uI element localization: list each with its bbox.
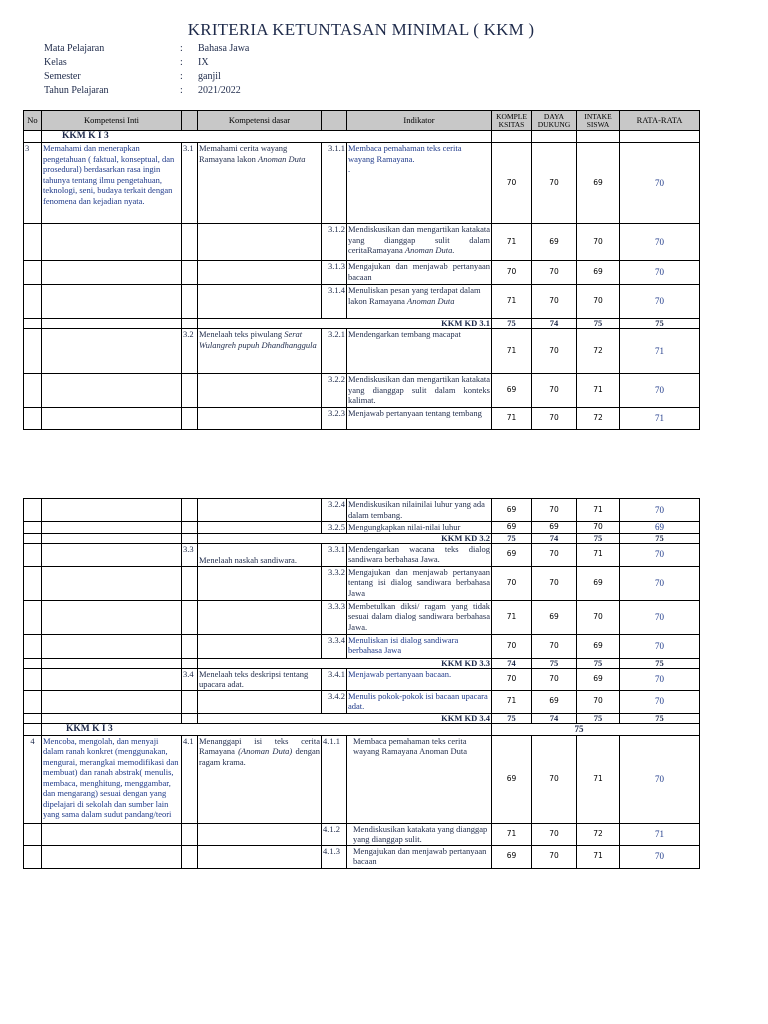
indicator-text: Mendiskusikan nilainilai luhur yang ada dalam tembang.: [347, 499, 492, 522]
kkm-table-part-1: [23, 110, 700, 430]
section-label: KKM K I 3: [42, 723, 492, 735]
intake-value: 69: [577, 143, 620, 224]
ki-number: 4: [24, 735, 42, 823]
meta-label: Mata Pelajaran: [44, 43, 105, 54]
indicator-code: 3.2.3: [322, 408, 347, 430]
table-row: [24, 499, 700, 522]
kkm-rata-rata: 75: [620, 713, 700, 723]
rata-rata-value: 70: [620, 374, 700, 408]
kd-text-part: Menelaah teks piwulang: [199, 329, 285, 339]
kompleksitas-value: 71: [492, 329, 532, 374]
daya-dukung-value: 69: [532, 690, 577, 713]
daya-dukung-value: 69: [532, 522, 577, 534]
rata-rata-value: 70: [620, 285, 700, 319]
daya-dukung-value: 70: [532, 408, 577, 430]
indicator-text: Mengajukan dan menjawab pertanyaan bacaan: [347, 261, 492, 285]
indicator-code: 3.3.2: [322, 566, 347, 600]
meta-separator: :: [180, 71, 183, 82]
kompleksitas-value: 69: [492, 735, 532, 823]
kkm-kd-label: KKM KD 3.3: [198, 658, 492, 668]
header-no: No: [24, 111, 42, 131]
intake-value: 70: [577, 285, 620, 319]
indicator-text: Mengajukan dan menjawab pertanyaan tentang isi dialog sandiwara berbahasa Jawa: [347, 566, 492, 600]
meta-row-class: [44, 57, 209, 68]
section-label: KKM K I 3: [42, 131, 492, 143]
daya-dukung-value: 70: [532, 329, 577, 374]
kompleksitas-value: 70: [492, 634, 532, 658]
kkm-daya-dukung: 74: [532, 713, 577, 723]
rata-rata-value: 70: [620, 735, 700, 823]
header-daya-dukung: DAYA DUKUNG: [532, 111, 577, 131]
kkm-kompleksitas: 75: [492, 533, 532, 543]
indicator-text-part: Membaca pemahaman teks cerita wayang Ramayana.: [348, 143, 462, 164]
kompleksitas-value: 71: [492, 600, 532, 634]
rata-rata-value: 70: [620, 845, 700, 868]
indicator-text: Mengungkapkan nilai-nilai luhur: [347, 522, 492, 534]
indicator-code: 3.2.1: [322, 329, 347, 374]
indicator-text: Mendiskusikan katakata yang dianggap yang dianggap sulit.: [347, 823, 492, 845]
rata-rata-value: 71: [620, 329, 700, 374]
rata-rata-value: 71: [620, 408, 700, 430]
rata-rata-value: 70: [620, 499, 700, 522]
intake-value: 70: [577, 522, 620, 534]
kompleksitas-value: 71: [492, 285, 532, 319]
rata-rata-value: 70: [620, 600, 700, 634]
meta-row-subject: [44, 43, 249, 54]
kkm-daya-dukung: 75: [532, 658, 577, 668]
table-row: [24, 543, 700, 566]
table-row: [24, 735, 700, 823]
daya-dukung-value: 70: [532, 261, 577, 285]
indicator-text: Menjawab pertanyaan bacaan.: [347, 668, 492, 690]
indicator-text: Mengajukan dan menjawab pertanyaan bacaan: [347, 845, 492, 868]
indicator-code: 3.1.2: [322, 224, 347, 261]
meta-row-year: [44, 85, 241, 96]
daya-dukung-value: 70: [532, 634, 577, 658]
kompleksitas-value: 69: [492, 499, 532, 522]
kkm-intake: 75: [577, 533, 620, 543]
indicator-text: [347, 143, 492, 224]
kompleksitas-value: 71: [492, 224, 532, 261]
kkm-rata-rata: 75: [620, 533, 700, 543]
rata-rata-value: 70: [620, 566, 700, 600]
meta-row-semester: [44, 71, 221, 82]
kkm-kd-row: [24, 319, 700, 329]
meta-label: Tahun Pelajaran: [44, 85, 109, 96]
meta-separator: :: [180, 85, 183, 96]
daya-dukung-value: 70: [532, 823, 577, 845]
rata-rata-value: 70: [620, 690, 700, 713]
kd-code: 3.1: [182, 143, 198, 224]
meta-value: Bahasa Jawa: [198, 43, 250, 54]
indicator-text: Menulis pokok-pokok isi bacaan upacara adat.: [347, 690, 492, 713]
kd-text-part: dengan ragam krama.: [199, 746, 321, 767]
table-row: [24, 600, 700, 634]
meta-label: Kelas: [44, 57, 67, 68]
daya-dukung-value: 70: [532, 566, 577, 600]
indicator-text: Menjawab pertanyaan tentang tembang: [347, 408, 492, 430]
table-row: [24, 261, 700, 285]
indicator-code: 3.3.1: [322, 543, 347, 566]
kkm-intake: 75: [577, 658, 620, 668]
daya-dukung-value: 70: [532, 285, 577, 319]
meta-separator: :: [180, 57, 183, 68]
kkm-daya-dukung: 74: [532, 533, 577, 543]
kompleksitas-value: 70: [492, 668, 532, 690]
indicator-text: Membaca pemahaman teks cerita wayang Ramayana Anoman Duta: [347, 735, 492, 823]
intake-value: 71: [577, 735, 620, 823]
rata-rata-value: 70: [620, 668, 700, 690]
kkm-intake: 75: [577, 713, 620, 723]
rata-rata-value: 70: [620, 143, 700, 224]
intake-value: 71: [577, 374, 620, 408]
indicator-code: 4.1.1: [322, 735, 347, 823]
kompleksitas-value: 71: [492, 690, 532, 713]
header-kompetensi-dasar: Kompetensi dasar: [198, 111, 322, 131]
intake-value: 70: [577, 690, 620, 713]
kompleksitas-value: 69: [492, 543, 532, 566]
indicator-text: Mendengarkan wacana teks dialog sandiwara berbahasa Jawa.: [348, 543, 490, 564]
intake-value: 71: [577, 499, 620, 522]
intake-value: 71: [577, 845, 620, 868]
kd-code: 3.4: [182, 668, 198, 690]
indicator-code: 4.1.2: [322, 823, 347, 845]
meta-value: IX: [198, 57, 209, 68]
table-header-row: [24, 111, 700, 131]
header-intake-siswa: INTAKE SISWA: [577, 111, 620, 131]
intake-value: 69: [577, 668, 620, 690]
kkm-kompleksitas: 75: [492, 713, 532, 723]
kompleksitas-value: 69: [492, 845, 532, 868]
table-row: [24, 285, 700, 319]
indicator-text: [347, 285, 492, 319]
kd-text: Menelaah naskah sandiwara.: [198, 543, 322, 566]
intake-value: 69: [577, 261, 620, 285]
kkm-daya-dukung: 74: [532, 319, 577, 329]
table-row: [24, 634, 700, 658]
kkm-rata-rata: 75: [620, 319, 700, 329]
ki-text: Mencoba, mengolah, dan menyaji dalam ranah konkret (menggunakan, mengurai, merangkai memodifikasi dan membuat) dan ranah abstrak( menulis, membaca, menghitung, menggambar, dan mengarang) sesuai dengan yang dipelajari di sekolah dan sumber lain yang sama dalam sudut pandang/teori: [42, 735, 182, 823]
table-row: [24, 329, 700, 374]
kkm-kd-label: KKM KD 3.2: [198, 533, 492, 543]
table-row: [24, 224, 700, 261]
rata-rata-value: 70: [620, 634, 700, 658]
header-indikator: Indikator: [347, 111, 492, 131]
indicator-text-part: Mendiskusikan dan mengartikan katakata yang dianggap sulit dalam ceritaRamayana: [348, 224, 490, 255]
table-row: [24, 823, 700, 845]
daya-dukung-value: 70: [532, 845, 577, 868]
indicator-code: 4.1.3: [322, 845, 347, 868]
kkm-kd-label: KKM KD 3.4: [198, 713, 492, 723]
ki-text: Memahami dan menerapkan pengetahuan ( faktual, konseptual, dan prosedural) berdasarkan rasa ingin tahunya tentang ilmu pengetahuan, teknologi, seni, budaya terkait dengan fenomena dan kejadian nyata.: [42, 143, 182, 224]
header-kd-code: [182, 111, 198, 131]
document-title: KRITERIA KETUNTASAN MINIMAL ( KKM ): [187, 20, 535, 39]
daya-dukung-value: 70: [532, 374, 577, 408]
indicator-text: Mendiskusikan dan mengartikan katakata yang dianggap sulit dalam konteks kalimat.: [347, 374, 492, 408]
section-row-ki3: [24, 131, 700, 143]
kkm-rata-rata: 75: [620, 658, 700, 668]
table-row: [24, 690, 700, 713]
table-row: [24, 143, 700, 224]
daya-dukung-value: 69: [532, 600, 577, 634]
kd-code: 3.2: [182, 329, 198, 374]
kd-text: Menelaah teks deskripsi tentang upacara adat.: [198, 668, 322, 690]
indicator-code: 3.1.3: [322, 261, 347, 285]
intake-value: 72: [577, 408, 620, 430]
kompleksitas-value: 69: [492, 374, 532, 408]
indicator-text: Mendengarkan tembang macapat: [347, 329, 492, 374]
indicator-text-italic: Anoman Duta.: [404, 245, 455, 255]
intake-value: 72: [577, 823, 620, 845]
indicator-code: 3.2.2: [322, 374, 347, 408]
intake-value: 69: [577, 634, 620, 658]
indicator-text-part: .: [348, 164, 351, 174]
indicator-code: 3.2.4: [322, 499, 347, 522]
meta-value: 2021/2022: [198, 85, 241, 96]
rata-rata-value: 69: [620, 522, 700, 534]
indicator-code: 3.4.2: [322, 690, 347, 713]
rata-rata-value: 70: [620, 261, 700, 285]
table-row: [24, 668, 700, 690]
kompleksitas-value: 71: [492, 823, 532, 845]
kd-text: [198, 735, 322, 823]
kd-text: [198, 329, 322, 374]
kkm-kompleksitas: 74: [492, 658, 532, 668]
daya-dukung-value: 70: [532, 499, 577, 522]
indicator-text: [347, 224, 492, 261]
header-kompleksitas: KOMPLE KSITAS: [492, 111, 532, 131]
table-row: [24, 374, 700, 408]
indicator-code: 3.1.1: [322, 143, 347, 224]
rata-rata-value: 70: [620, 224, 700, 261]
daya-dukung-value: 70: [532, 543, 577, 566]
intake-value: 72: [577, 329, 620, 374]
kompleksitas-value: 69: [492, 522, 532, 534]
section-average: 75: [492, 723, 700, 735]
rata-rata-value: 70: [620, 543, 700, 566]
kkm-kd-row: [24, 533, 700, 543]
meta-value: ganjil: [198, 71, 221, 82]
header-kompetensi-inti: Kompetensi Inti: [42, 111, 182, 131]
header-rata-rata: RATA-RATA: [620, 111, 700, 131]
kompleksitas-value: 70: [492, 261, 532, 285]
indicator-code: 3.4.1: [322, 668, 347, 690]
table-row: [24, 845, 700, 868]
kd-code: 4.1: [182, 735, 198, 823]
kd-text-italic: (Anoman Duta): [238, 746, 293, 756]
meta-separator: :: [180, 43, 183, 54]
kompleksitas-value: 70: [492, 143, 532, 224]
kompleksitas-value: 70: [492, 566, 532, 600]
daya-dukung-value: 70: [532, 668, 577, 690]
kd-text-part: Menanggapi isi teks cerita Ramayana: [199, 735, 320, 756]
indicator-code: 3.1.4: [322, 285, 347, 319]
kkm-kompleksitas: 75: [492, 319, 532, 329]
kd-text-italic: Anoman Duta: [258, 153, 306, 164]
kompleksitas-value: 71: [492, 408, 532, 430]
indicator-text: Membetulkan diksi/ ragam yang tidak sesuai dalam dialog sandiwara berbahasa Jawa.: [347, 600, 492, 634]
kd-text-italic: Serat Wulangreh pupuh Dhandhanggula: [199, 329, 317, 350]
rata-rata-value: 71: [620, 823, 700, 845]
kd-code: 3.3: [182, 543, 198, 566]
kkm-kd-label: KKM KD 3.1: [198, 319, 492, 329]
meta-label: Semester: [44, 71, 81, 82]
indicator-text: Menuliskan isi dialog sandiwara berbahasa Jawa: [347, 634, 492, 658]
section-row-ki3-b: [24, 723, 700, 735]
intake-value: 70: [577, 600, 620, 634]
kkm-kd-row: [24, 658, 700, 668]
daya-dukung-value: 69: [532, 224, 577, 261]
intake-value: 69: [577, 566, 620, 600]
table-row: [24, 408, 700, 430]
table-row: [24, 522, 700, 534]
indicator-code: 3.2.5: [322, 522, 347, 534]
intake-value: 71: [577, 543, 620, 566]
kkm-table-part-2: [23, 498, 700, 869]
indicator-text-part: Menuliskan pesan yang terdapat dalam lakon Ramayana: [348, 285, 481, 306]
daya-dukung-value: 70: [532, 735, 577, 823]
kkm-intake: 75: [577, 319, 620, 329]
indicator-code: 3.3.3: [322, 600, 347, 634]
indicator-code: 3.3.4: [322, 634, 347, 658]
kd-text: [198, 143, 322, 224]
indicator-text-italic: Anoman Duta: [407, 295, 455, 306]
kkm-kd-row: [24, 713, 700, 723]
daya-dukung-value: 70: [532, 143, 577, 224]
header-ind-code: [322, 111, 347, 131]
intake-value: 70: [577, 224, 620, 261]
table-row: [24, 566, 700, 600]
ki-number: 3: [24, 143, 42, 224]
kd-text-part: Memahami cerita wayang Ramayana lakon: [199, 143, 288, 164]
